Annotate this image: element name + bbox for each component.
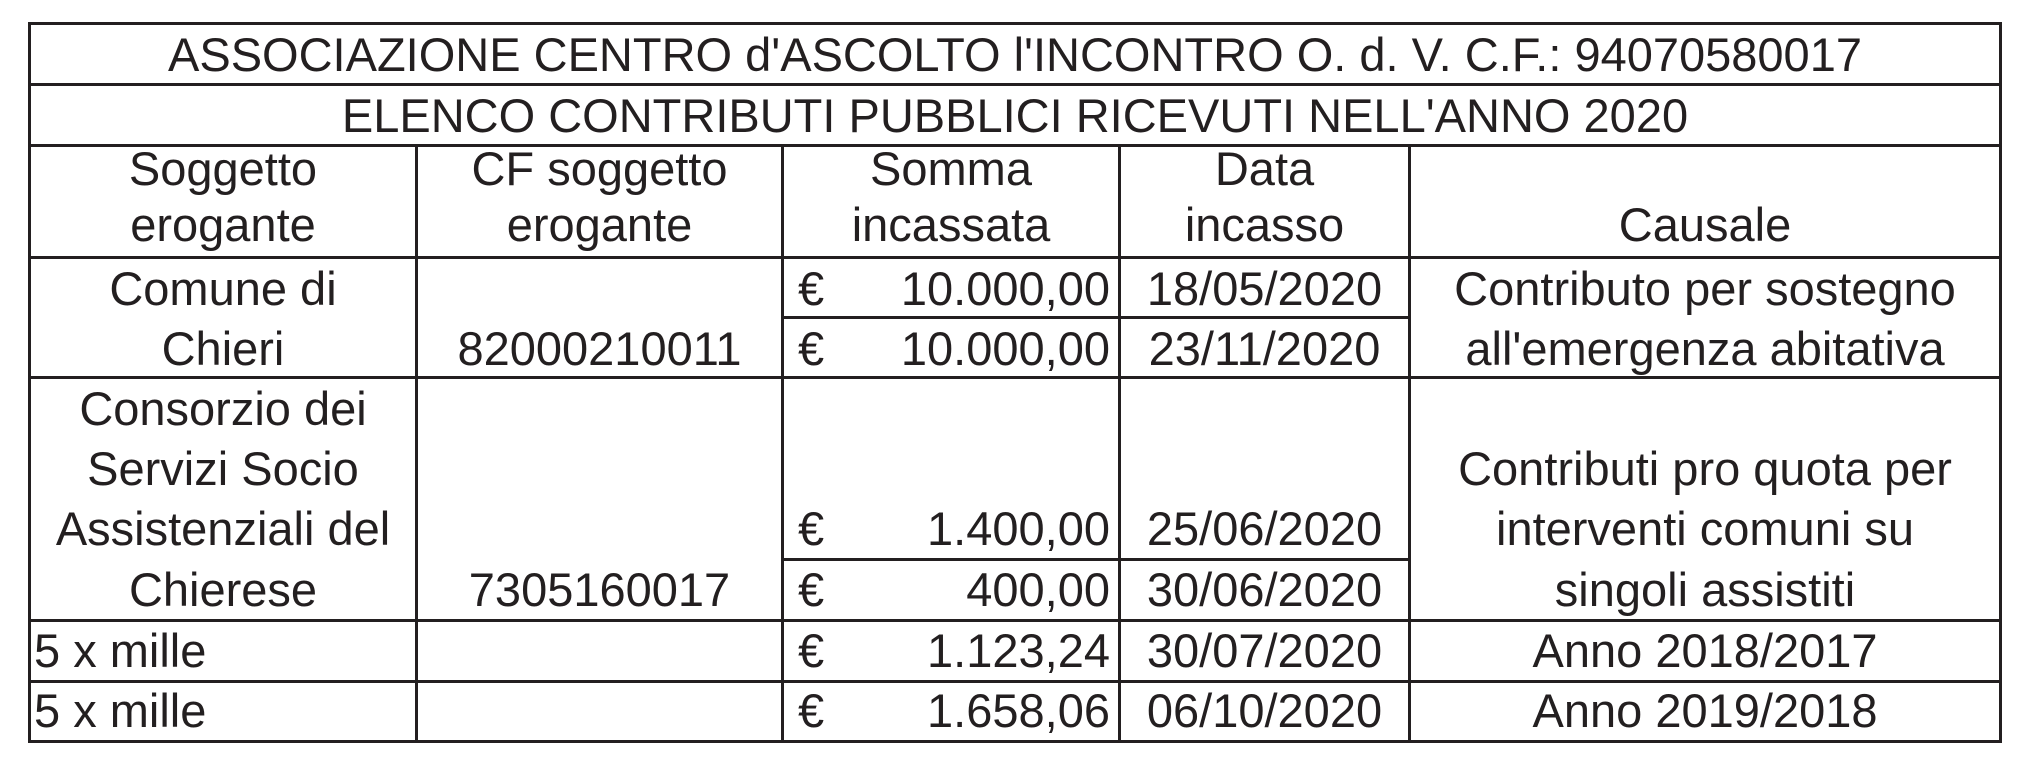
consorzio-soggetto-l3: Assistenziali del [55,502,391,555]
consorzio-date-1: 25/06/2020 [1146,502,1383,555]
report-subtitle: ELENCO CONTRIBUTI PUBBLICI RICEVUTI NELL'ANNO 2020 [341,89,1689,142]
mille2-soggetto: 5 x mille [34,684,207,737]
chieri-soggetto-l1: Comune di [109,262,337,315]
mille2-causale: Anno 2019/2018 [1532,684,1878,737]
contributions-table [28,22,2002,742]
col-header-somma-l2: incassata [851,198,1051,251]
consorzio-amount-1: 1.400,00 [927,502,1110,555]
chieri-euro-2: € [798,322,825,375]
chieri-date-2: 23/11/2020 [1148,322,1381,375]
mille1-date: 30/07/2020 [1146,624,1383,677]
consorzio-amount-2: 400,00 [966,563,1110,616]
consorzio-soggetto-l4: Chierese [128,563,318,616]
col-header-somma-l1: Somma [870,142,1032,195]
consorzio-causale-l2: interventi comuni su [1496,502,1914,555]
chieri-soggetto-l2: Chieri [161,322,285,375]
association-title: ASSOCIAZIONE CENTRO d'ASCOLTO l'INCONTRO O. d. V. C.F.: 94070580017 [168,28,1862,81]
consorzio-causale-l1: Contributi pro quota per [1458,442,1952,495]
chieri-amount-2: 10.000,00 [900,322,1110,375]
chieri-causale-l1: Contributo per sostegno [1454,262,1956,315]
mille1-euro: € [798,624,825,677]
chieri-causale-l2: all'emergenza abitativa [1465,322,1945,375]
consorzio-euro-1: € [798,502,825,555]
mille2-date: 06/10/2020 [1146,684,1383,737]
mille2-euro: € [798,684,825,737]
consorzio-causale-l3: singoli assistiti [1554,563,1856,616]
col-header-cf-l1: CF soggetto [471,142,728,195]
col-header-data-l1: Data [1214,142,1315,195]
col-header-causale: Causale [1618,198,1792,251]
chieri-date-1: 18/05/2020 [1146,262,1383,315]
mille1-amount: 1.123,24 [927,624,1110,677]
col-header-soggetto-l1: Soggetto [128,142,318,195]
mille2-amount: 1.658,06 [927,684,1110,737]
consorzio-date-2: 30/06/2020 [1146,563,1383,616]
chieri-amount-1: 10.000,00 [900,262,1110,315]
mille1-causale: Anno 2018/2017 [1532,624,1878,677]
consorzio-soggetto-l2: Servizi Socio [87,442,359,495]
mille1-soggetto: 5 x mille [34,624,207,677]
col-header-data-l2: incasso [1184,198,1345,251]
consorzio-soggetto-l1: Consorzio dei [79,382,367,435]
col-header-soggetto-l2: erogante [130,198,316,251]
chieri-euro-1: € [798,262,825,315]
consorzio-euro-2: € [798,563,825,616]
col-header-cf-l2: erogante [506,198,693,251]
consorzio-cf: 7305160017 [468,563,731,616]
chieri-cf: 82000210011 [457,322,742,375]
